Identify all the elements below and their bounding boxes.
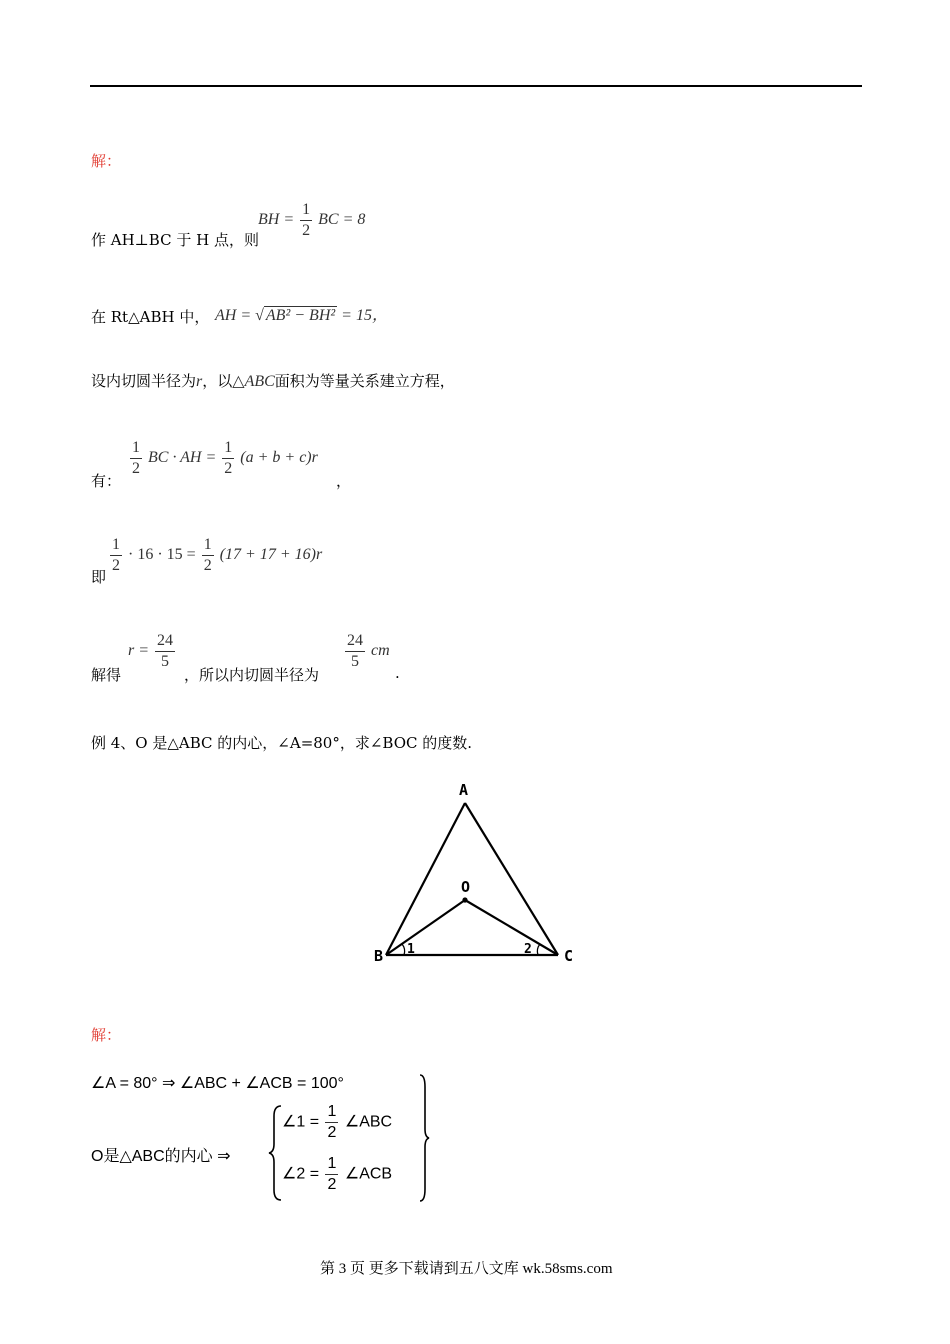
row2-pre: O是△ABC的内心 ⇒ (91, 1148, 231, 1165)
line3: 设内切圆半径为r，以△ABC面积为等量关系建立方程， (91, 372, 455, 390)
label-o: O (461, 878, 471, 896)
line4-comma: ， (336, 472, 352, 490)
solution-heading: 解： (91, 152, 122, 170)
label-b: B (374, 947, 384, 965)
line1-formula: BH = $\frac{1}{2}$ BC = 8 (258, 201, 366, 239)
line2-text: 在 Rt△ABH 中， (91, 308, 210, 326)
line4-text: 有： (91, 472, 122, 490)
line6-mid: ，所以内切圆半径为 (184, 666, 320, 684)
right-brace (418, 1073, 430, 1203)
line1-text: 作 AH⊥BC 于 H 点，则 (91, 231, 259, 249)
label-1: 1 (407, 942, 415, 957)
line4-formula: $\frac{1}{2}$ BC · AH = $\frac{1}{2}$ (a + b + c)r (132, 439, 318, 477)
line5-formula: $\frac{1}{2}$ · 16 · 15 = $\frac{1}{2}$ (17 + 17 + 16)r (112, 536, 323, 574)
label-c: C (564, 947, 574, 965)
line2-formula: AH = √ AB² − BH² = 15， (215, 307, 388, 324)
header-rule (90, 85, 862, 87)
example4-text: 例 4、O 是△ABC 的内心，∠A=80°，求∠BOC 的度数. (91, 734, 473, 752)
incenter-point (462, 897, 467, 902)
side-ac (465, 803, 558, 955)
case1-formula: ∠1 = $\frac{1}{2}$ ∠ABC (282, 1103, 393, 1141)
side-ab (386, 803, 465, 955)
segment-bo (386, 900, 465, 955)
line6-end: . (395, 664, 400, 682)
triangle-figure (370, 775, 585, 965)
row1-formula: ∠A = 80° ⇒ ∠ABC + ∠ACB = 100° (91, 1075, 344, 1092)
page-footer: 第 3 页 更多下载请到五八文库 wk.58sms.com (320, 1261, 613, 1277)
solution2-heading: 解： (91, 1026, 122, 1044)
angle1-arc (402, 944, 405, 955)
label-2: 2 (524, 942, 532, 957)
segment-co (465, 900, 558, 955)
line5-text: 即 (91, 568, 107, 586)
line6-text: 解得 (91, 666, 122, 684)
case2-formula: ∠2 = $\frac{1}{2}$ ∠ACB (282, 1155, 393, 1193)
line6-formula: r = $\frac{24}{5}$ (128, 632, 174, 670)
angle2-arc (537, 944, 540, 955)
label-a: A (459, 781, 469, 799)
line6-answer: $\frac{24}{5}$ cm (347, 632, 390, 670)
